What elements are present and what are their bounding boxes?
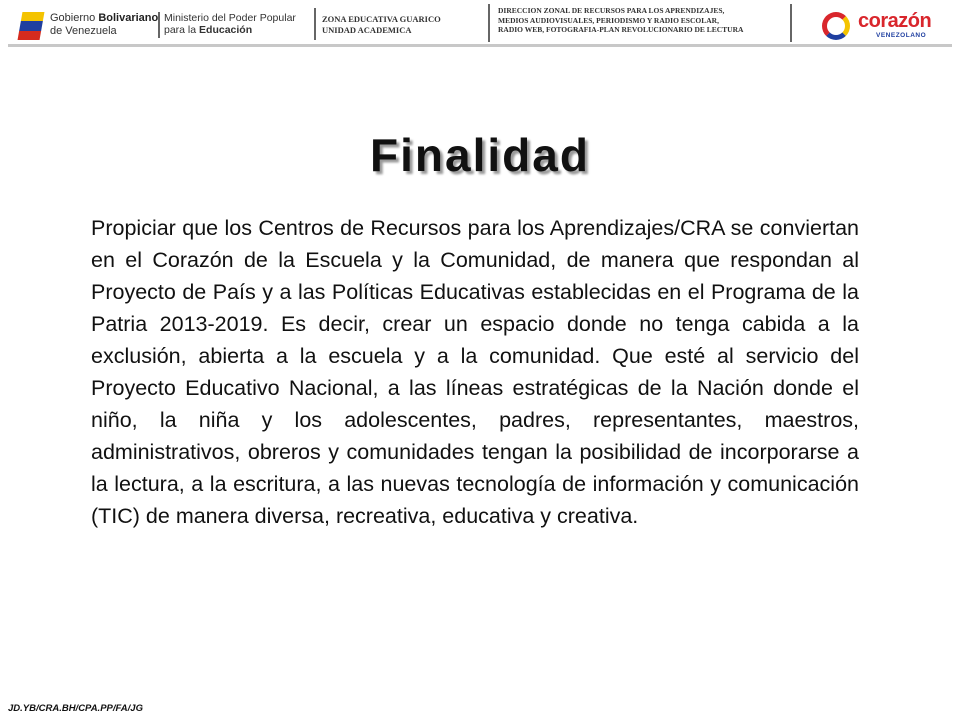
gobierno-text: Gobierno Bolivariano de Venezuela — [50, 12, 159, 37]
direccion-zonal-text: DIRECCION ZONAL DE RECURSOS PARA LOS APRENDIZAJES, MEDIOS AUDIOVISUALES, PERIODISMO Y RADIO ESCOLAR, RADIO WEB, FOTOGRAFIA-PLAN REVOLUCIONARIO DE LECTURA — [498, 6, 744, 34]
corazon-word: corazón — [858, 10, 932, 32]
heart-swirl-icon — [822, 12, 850, 40]
header-underline — [8, 44, 952, 47]
body-paragraph: Propiciar que los Centros de Recursos para los Aprendizajes/CRA se conviertan en el Corazón de la Escuela y la Comunidad, de manera que respondan al Proyecto de País y a las Políticas Educativas establecidas en el Programa de la Patria 2013-2019. Es decir, crear un espacio donde no tenga cabida a la exclusión, abierta a la escuela y a la comunidad. Que esté al servicio del Proyecto Educativo Nacional, a las líneas estratégicas de la Nación donde el niño, la niña y los adolescentes, padres, representantes, maestros, administrativos, obreros y comunidades tengan la posibilidad de incorporarse a la lectura, a la escritura, a las nuevas tecnología de información y comunicación (TIC) de manera diversa, recreativa, educativa y creativa. — [91, 216, 859, 528]
venezolano-word: VENEZOLANO — [876, 32, 927, 39]
header-divider — [790, 4, 792, 42]
header-banner — [0, 0, 960, 52]
header-divider — [488, 4, 490, 42]
header-divider — [158, 12, 160, 38]
page-title: Finalidad — [370, 129, 590, 181]
corazon-venezolano-logo — [818, 8, 938, 44]
footer-initials: JD.YB/CRA.BH/CPA.PP/FA/JG — [8, 703, 143, 714]
gobierno-bolivariano-logo — [20, 8, 159, 44]
ministerio-text: Ministerio del Poder Popular para la Educación — [164, 12, 296, 36]
venezuela-flag-icon — [18, 12, 45, 40]
header-divider — [314, 8, 316, 40]
zona-educativa-text: ZONA EDUCATIVA GUARICO UNIDAD ACADEMICA — [322, 14, 441, 35]
